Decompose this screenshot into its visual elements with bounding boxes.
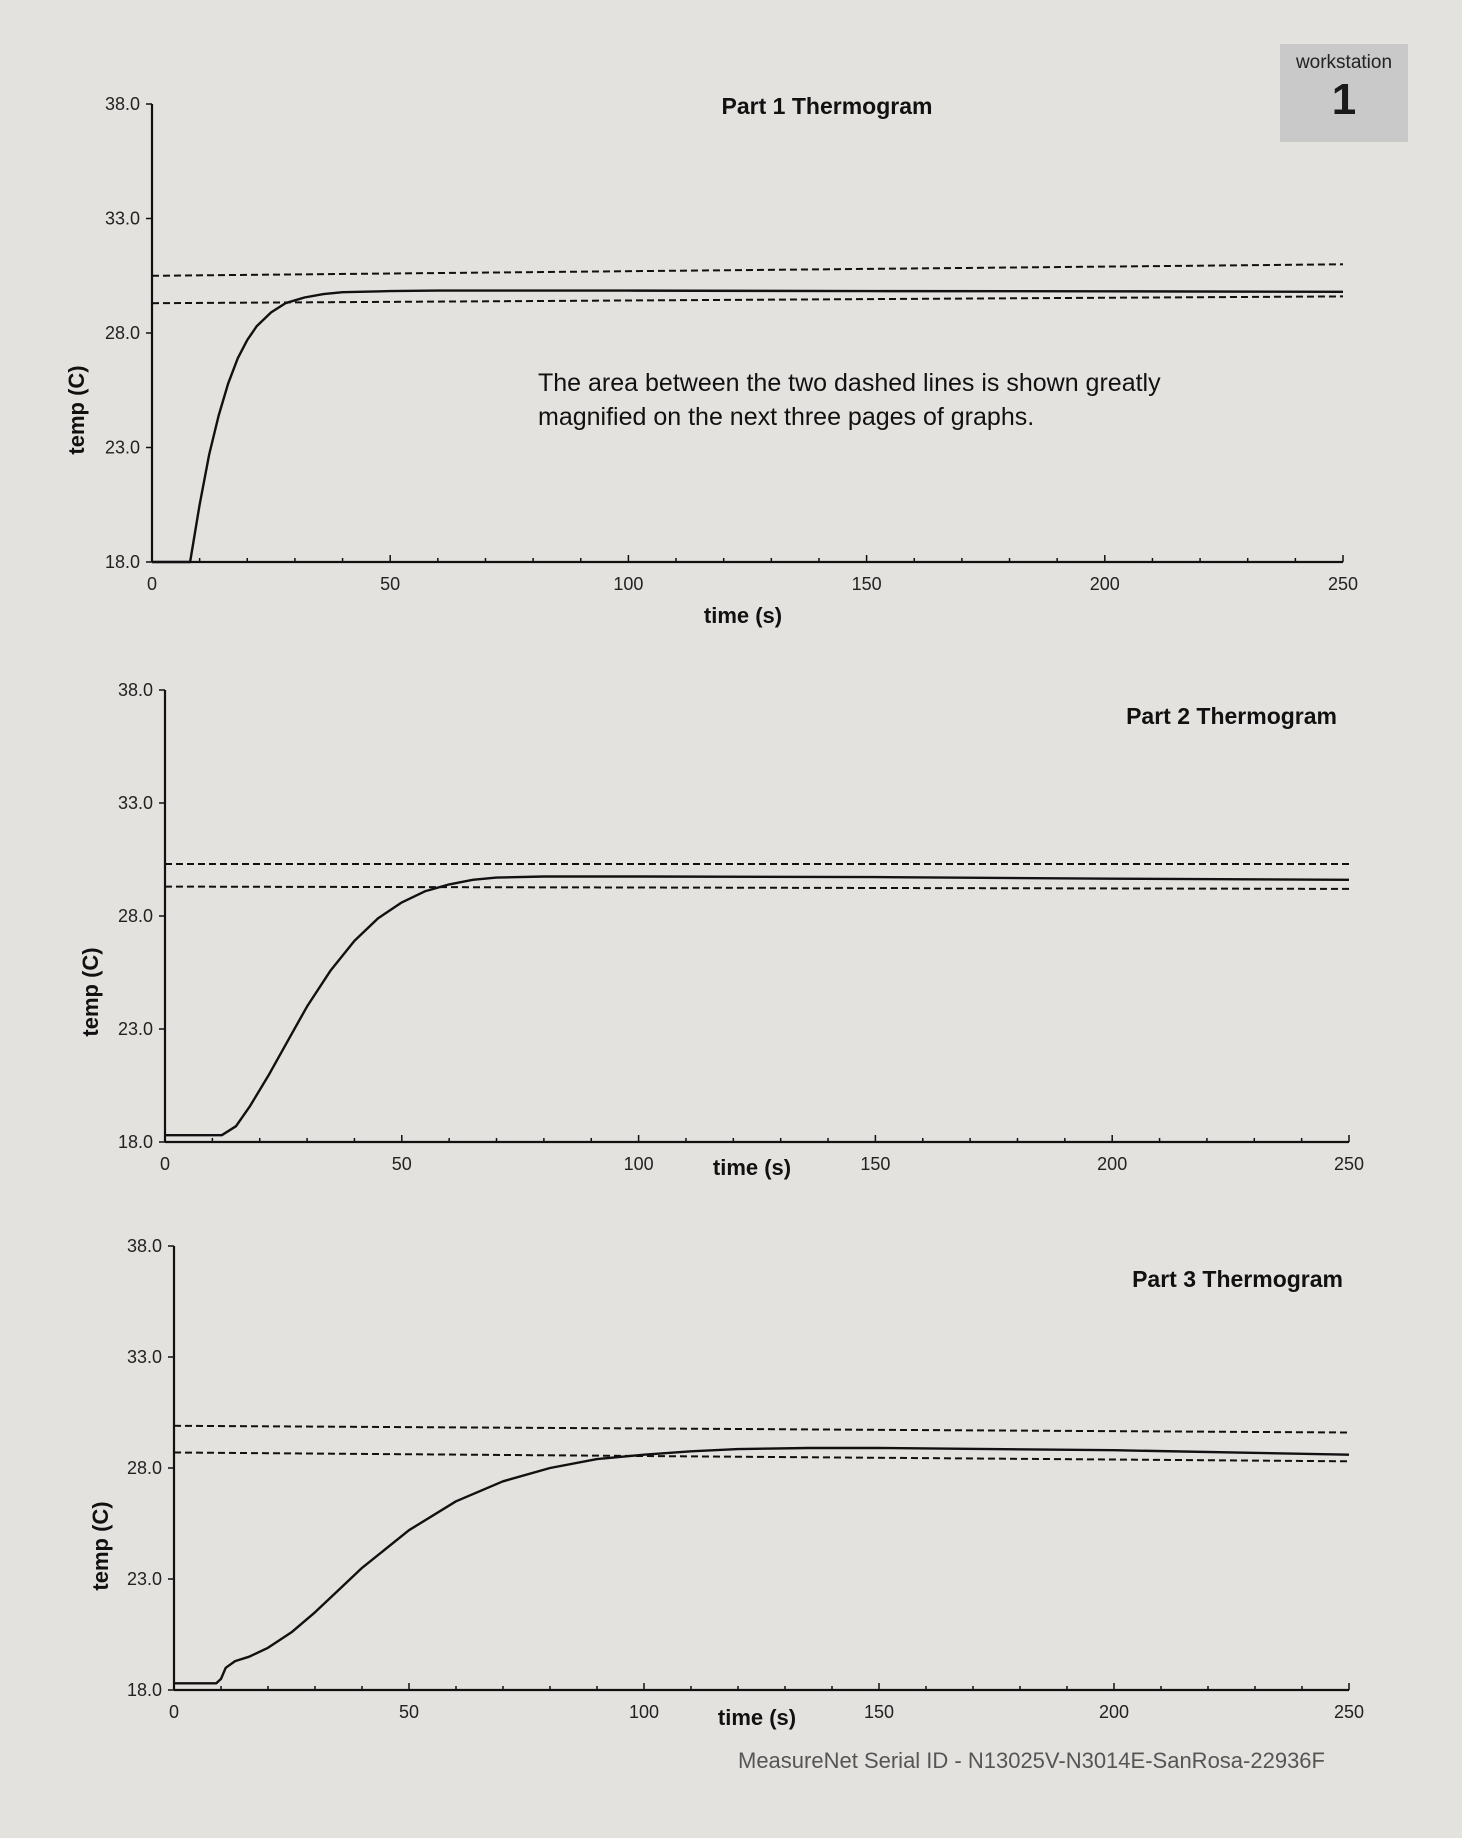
x-tick-label: 50: [380, 574, 401, 594]
x-tick-label: 250: [1333, 1702, 1365, 1722]
x-tick-label: 150: [860, 1154, 891, 1174]
workstation-label: workstation: [1295, 52, 1393, 73]
y-tick-label: 18.0: [104, 552, 140, 572]
x-tick-label: 50: [398, 1702, 420, 1722]
upper-dashed-line: [174, 1426, 1349, 1433]
y-tick-label: 38.0: [117, 680, 153, 700]
note-line-2: magnified on the next three pages of graphs.: [538, 403, 1035, 431]
note-line-1: The area between the two dashed lines is shown greatly: [538, 369, 1161, 397]
x-tick-label: 50: [391, 1154, 412, 1174]
x-axis-label: time (s): [703, 603, 783, 628]
y-tick-label: 33.0: [126, 1347, 162, 1367]
x-tick-label: 150: [863, 1702, 895, 1722]
y-axis-label: temp (C): [78, 947, 103, 1037]
y-tick-label: 23.0: [117, 1019, 153, 1039]
chart-part-2: [78, 680, 1364, 1180]
serial-id-footer: MeasureNet Serial ID - N13025V-N3014E-SanRosa-22936F: [738, 1748, 1325, 1773]
x-tick-label: 0: [159, 1154, 171, 1174]
y-axis-label: temp (C): [64, 365, 89, 455]
y-tick-label: 18.0: [117, 1132, 153, 1152]
x-tick-label: 200: [1097, 1154, 1128, 1174]
x-tick-label: 250: [1327, 574, 1359, 594]
chart-title: Part 1 Thermogram: [721, 93, 933, 119]
x-tick-label: 100: [628, 1702, 660, 1722]
lower-dashed-line: [174, 1453, 1349, 1462]
x-tick-label: 0: [146, 574, 158, 594]
x-tick-label: 100: [613, 574, 644, 594]
y-tick-label: 28.0: [126, 1458, 162, 1478]
lower-dashed-line: [165, 887, 1349, 889]
x-tick-label: 200: [1089, 574, 1120, 594]
lower-dashed-line: [152, 296, 1343, 303]
chart-title: Part 2 Thermogram: [1126, 703, 1337, 729]
y-tick-label: 18.0: [126, 1680, 162, 1700]
upper-dashed-line: [152, 264, 1343, 276]
chart-part-1: [64, 93, 1358, 628]
chart-title: Part 3 Thermogram: [1132, 1266, 1343, 1292]
y-tick-label: 28.0: [117, 906, 153, 926]
y-tick-label: 28.0: [104, 323, 140, 343]
x-axis-label: time (s): [712, 1155, 792, 1180]
chart-part-3: [88, 1236, 1364, 1730]
y-tick-label: 33.0: [104, 208, 140, 229]
y-tick-label: 33.0: [117, 793, 153, 813]
y-tick-label: 38.0: [104, 94, 140, 114]
y-tick-label: 23.0: [104, 437, 140, 458]
temperature-curve: [165, 877, 1349, 1136]
x-tick-label: 250: [1333, 1154, 1365, 1174]
workstation-number: 1: [1331, 75, 1357, 124]
x-axis-label: time (s): [717, 1705, 797, 1730]
temperature-curve: [174, 1448, 1349, 1683]
x-tick-label: 200: [1098, 1702, 1130, 1722]
y-tick-label: 38.0: [126, 1236, 162, 1256]
y-axis-label: temp (C): [88, 1501, 113, 1591]
x-tick-label: 0: [168, 1702, 180, 1722]
y-tick-label: 23.0: [126, 1569, 162, 1589]
x-tick-label: 150: [851, 574, 882, 594]
x-tick-label: 100: [623, 1154, 654, 1174]
